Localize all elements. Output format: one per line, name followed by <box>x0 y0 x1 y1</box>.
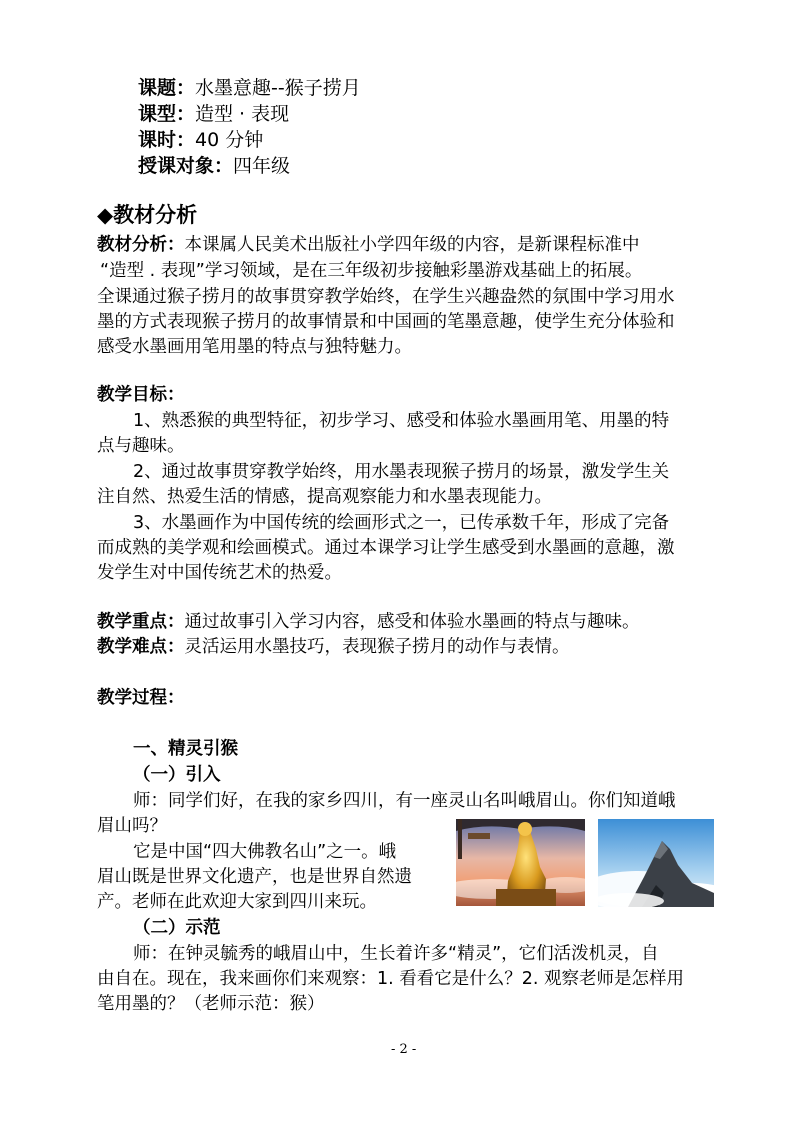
audience-label: 授课对象： <box>138 155 234 177</box>
analysis-line-3: 全课通过猴子捞月的故事贯穿教学始终，在学生兴趣盎然的氛围中学习用水 <box>97 287 675 307</box>
golden-buddha-image <box>456 819 585 906</box>
key-point-line <box>97 610 640 634</box>
sub2-line-3: 笔用墨的？（老师示范：猴） <box>97 994 325 1014</box>
goal-line-2: 点与趣味。 <box>97 436 185 456</box>
analysis-line-5: 感受水墨画用笔用墨的特点与独特魅力。 <box>97 337 412 357</box>
goal-line-3: 2、通过故事贯穿教学始终，用水墨表现猴子捞月的场景，激发学生关 <box>133 462 670 482</box>
difficulty-line <box>97 635 570 659</box>
page-number: - 2 - <box>391 1042 417 1057</box>
sub1-line-5: 产。老师在此欢迎大家到四川来玩。 <box>97 892 377 912</box>
goal-line-7: 发学生对中国传统艺术的热爱。 <box>97 563 342 583</box>
time-label: 课时： <box>138 129 196 151</box>
topic-value: 水墨意趣--猴子捞月 <box>195 77 361 99</box>
sub1-title: （一）引入 <box>133 765 221 785</box>
difficulty-label: 教学难点： <box>97 637 185 657</box>
analysis-label: 教材分析： <box>97 235 185 255</box>
analysis-line-2: “造型 . 表现”学习领域，是在三年级初步接触彩墨游戏基础上的拓展。 <box>100 261 643 281</box>
analysis-text-1: 本课属人民美术出版社小学四年级的内容，是新课程标准中 <box>184 235 640 255</box>
goal-line-1: 1、熟悉猴的典型特征，初步学习、感受和体验水墨画用笔、用墨的特 <box>133 411 670 431</box>
type-label: 课型： <box>138 103 196 125</box>
topic-line <box>138 76 361 100</box>
time-value: 40 分钟 <box>195 129 264 151</box>
difficulty-text: 灵活运用水墨技巧，表现猴子捞月的动作与表情。 <box>184 637 570 657</box>
time-line <box>138 128 263 152</box>
sub1-line-4: 眉山既是世界文化遗产，也是世界自然遗 <box>97 867 412 887</box>
analysis-line-1 <box>97 233 640 257</box>
topic-label: 课题： <box>138 77 196 99</box>
sub1-line-1: 师：同学们好，在我的家乡四川，有一座灵山名叫峨眉山。你们知道峨 <box>133 791 676 811</box>
mountain-photo <box>598 819 714 907</box>
audience-value: 四年级 <box>233 155 291 177</box>
key-point-text: 通过故事引入学习内容，感受和体验水墨画的特点与趣味。 <box>184 612 640 632</box>
sub2-line-2: 由自在。现在，我来画你们来观察：1. 看看它是什么？2. 观察老师是怎样用 <box>97 969 685 989</box>
key-point-label: 教学重点： <box>97 612 185 632</box>
analysis-line-4: 墨的方式表现猴子捞月的故事情景和中国画的笔墨意趣，使学生充分体验和 <box>97 312 675 332</box>
goal-line-4: 注自然、热爱生活的情感，提高观察能力和水墨表现能力。 <box>97 487 552 507</box>
audience-line <box>138 154 290 178</box>
sub2-title: （二）示范 <box>133 918 221 938</box>
part1-title: 一、精灵引猴 <box>133 739 238 759</box>
goal-line-6: 而成熟的美学观和绘画模式。通过本课学习让学生感受到水墨画的意趣，激 <box>97 538 675 558</box>
golden-buddha-photo <box>456 819 585 906</box>
sub1-line-2: 眉山吗？ <box>97 816 167 836</box>
type-line <box>138 102 289 126</box>
goals-title: 教学目标： <box>97 385 185 405</box>
type-value: 造型 · 表现 <box>195 103 290 125</box>
mountain-image <box>598 819 714 907</box>
process-title: 教学过程： <box>97 688 185 708</box>
goal-line-5: 3、水墨画作为中国传统的绘画形式之一，已传承数千年，形成了完备 <box>133 513 670 533</box>
sub1-line-3: 它是中国“四大佛教名山”之一。峨 <box>133 842 397 862</box>
analysis-section-title: ◆教材分析 <box>97 203 198 227</box>
sub2-line-1: 师：在钟灵毓秀的峨眉山中，生长着许多“精灵”，它们活泼机灵，自 <box>133 944 659 964</box>
